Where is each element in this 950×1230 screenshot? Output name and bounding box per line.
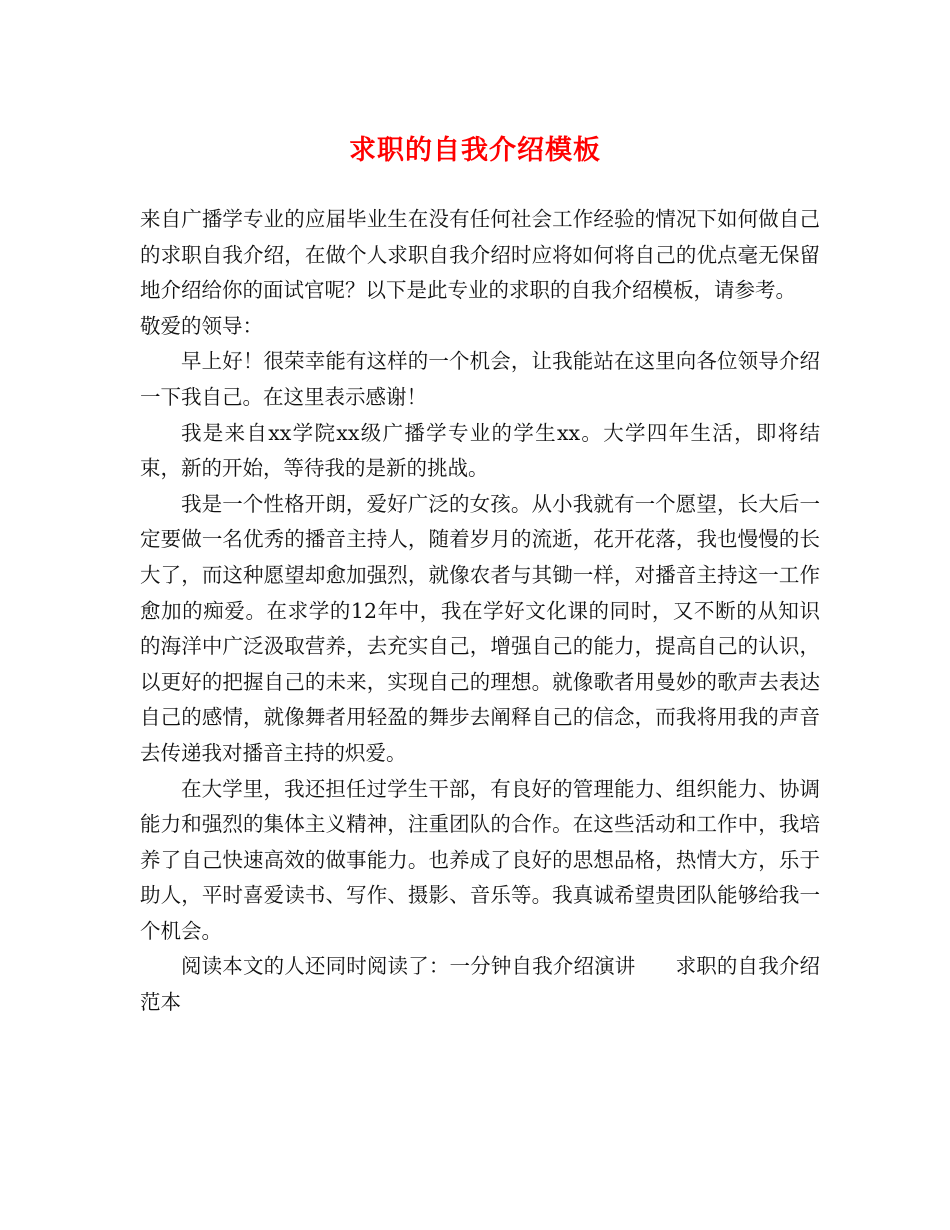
related-link-one-minute-speech[interactable]: 一分钟自我介绍演讲 — [449, 954, 636, 979]
body-paragraph-personality: 我是一个性格开朗，爱好广泛的女孩。从小我就有一个愿望，长大后一定要做一名优秀的播音主持人，随着岁月的流逝，花开花落，我也慢慢的长大了，而这种愿望却愈加强烈，就像农者与其锄一样，对播音主持这一工作愈加的痴爱。在求学的12年中，我在学好文化课的同时，又不断的从知识的海洋中广泛汲取营养，去充实自己，增强自己的能力，提高自己的认识，以更好的把握自己的未来，实现自己的理想。就像歌者用曼妙的歌声去表达自己的感情，就像舞者用轻盈的舞步去阐释自己的信念，而我将用我的声音去传递我对播音主持的炽爱。 — [140, 491, 820, 765]
document-body — [140, 202, 820, 1021]
body-paragraph-university: 在大学里，我还担任过学生干部，有良好的管理能力、组织能力、协调能力和强烈的集体主义精神，注重团队的合作。在这些活动和工作中，我培养了自己快速高效的做事能力。也养成了良好的思想品格，热情大方，乐于助人，平时喜爱读书、写作、摄影、音乐等。我真诚希望贵团队能够给我一个机会。 — [140, 776, 820, 943]
document-title: 求职的自我介绍模板 — [349, 135, 601, 166]
related-link-job-intro-sample[interactable]: 求职的自我介绍范本 — [140, 954, 821, 1015]
intro-paragraph: 来自广播学专业的应届毕业生在没有任何社会工作经验的情况下如何做自己的求职自我介绍，在做个人求职自我介绍时应将如何将自己的优点毫无保留地介绍给你的面试官呢？以下是此专业的求职的自我介绍模板，请参考。 — [140, 207, 820, 303]
related-reading-label: 阅读本文的人还同时阅读了： — [181, 954, 450, 979]
body-paragraph-greeting: 早上好！很荣幸能有这样的一个机会，让我能站在这里向各位领导介绍一下我自己。在这里表示感谢！ — [140, 349, 820, 409]
salutation: 敬爱的领导： — [140, 313, 263, 338]
related-reading — [140, 949, 820, 1020]
body-paragraph-school: 我是来自xx学院xx级广播学专业的学生xx。大学四年生活，即将结束，新的开始，等待我的是新的挑战。 — [140, 420, 820, 481]
